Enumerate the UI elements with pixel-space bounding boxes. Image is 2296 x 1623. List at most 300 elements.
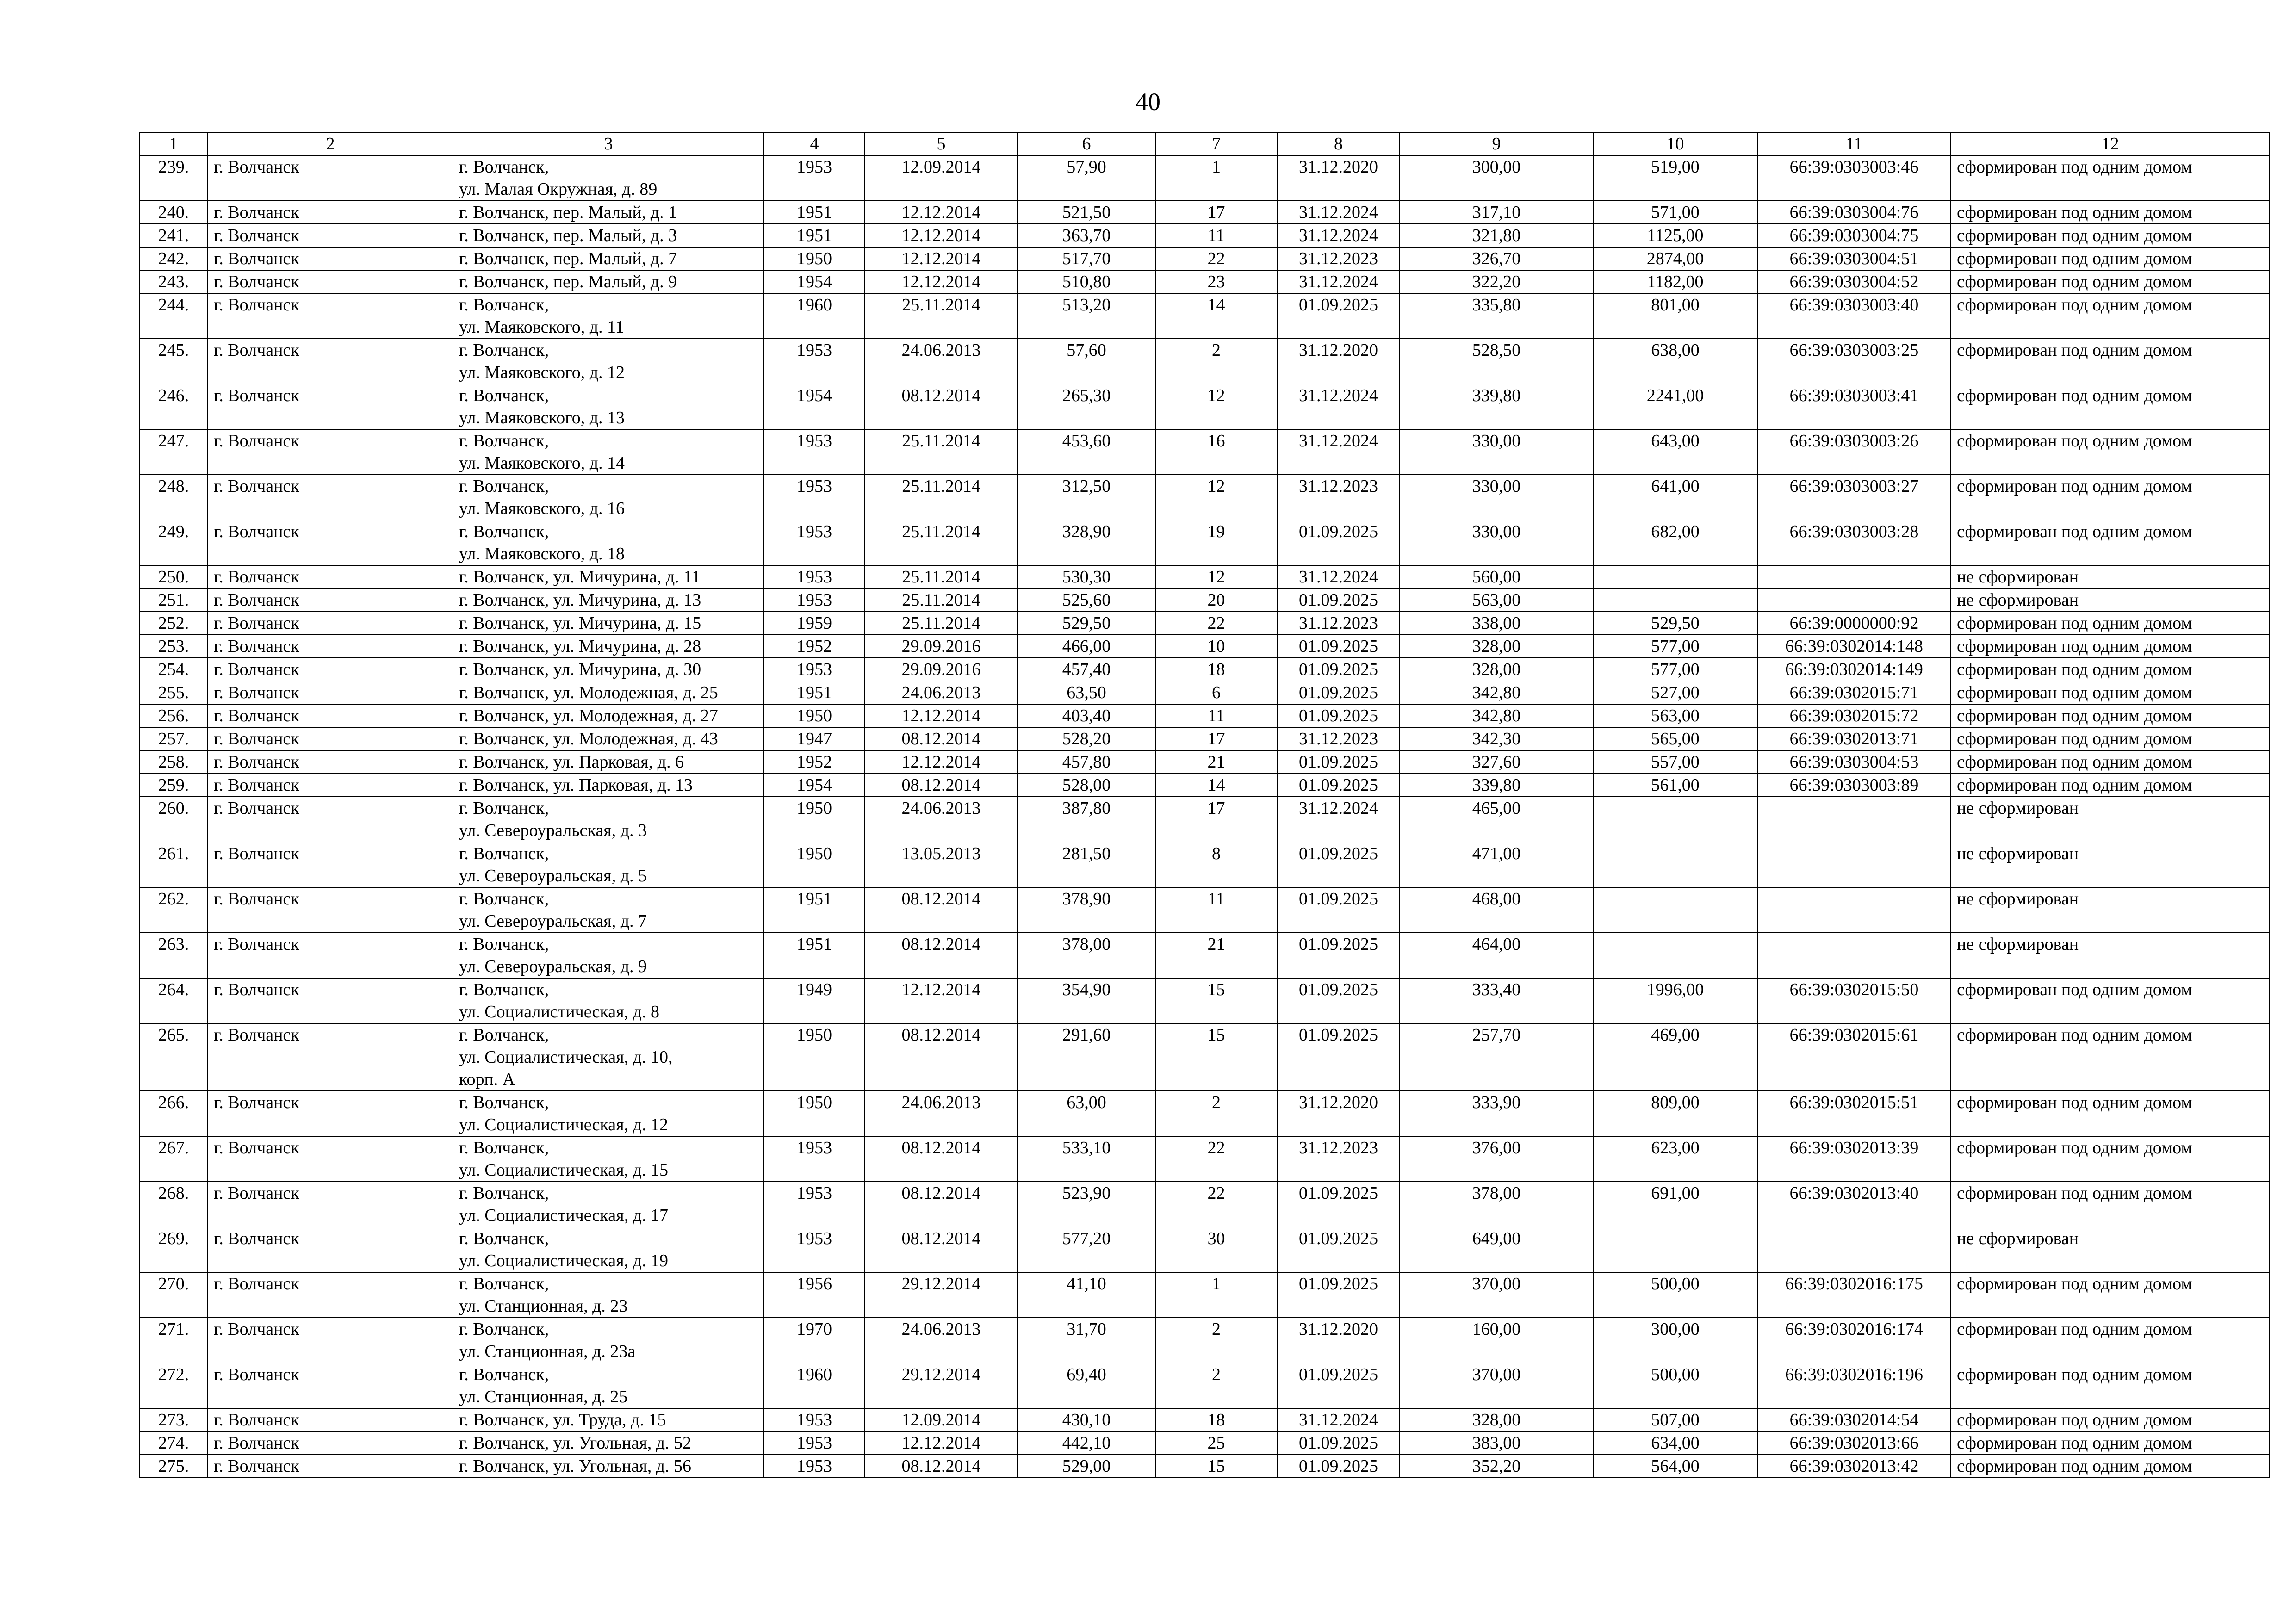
area-cell: 403,40	[1018, 704, 1155, 727]
address-line: г. Волчанск,	[459, 889, 549, 909]
cadastral-number-cell: 66:39:0302016:196	[1757, 1363, 1951, 1408]
date-cell: 24.06.2013	[865, 1091, 1018, 1136]
land-area-cell: 623,00	[1593, 1136, 1757, 1182]
address-line: г. Волчанск,	[459, 1274, 549, 1294]
settlement-cell: г. Волчанск	[208, 681, 453, 704]
address-line: г. Волчанск, пер. Малый, д. 9	[459, 272, 677, 291]
address-line: г. Волчанск,	[459, 1183, 549, 1203]
land-status-cell: сформирован под одним домом	[1951, 1431, 2270, 1455]
land-area-cell: 634,00	[1593, 1431, 1757, 1455]
residents-cell: 14	[1155, 293, 1277, 339]
address-cell	[453, 224, 764, 247]
address-line: г. Волчанск,	[459, 844, 549, 863]
land-area-cell: 571,00	[1593, 201, 1757, 224]
residents-cell: 17	[1155, 727, 1277, 750]
address-line: г. Волчанск,	[459, 1319, 549, 1339]
land-status-cell: сформирован под одним домом	[1951, 978, 2270, 1023]
land-status-cell: сформирован под одним домом	[1951, 270, 2270, 293]
year-built-cell: 1953	[764, 429, 865, 475]
year-built-cell: 1970	[764, 1318, 865, 1363]
date-cell: 12.09.2014	[865, 1408, 1018, 1431]
cadastral-number-cell: 66:39:0303003:40	[1757, 293, 1951, 339]
cadastral-number-cell: 66:39:0302015:50	[1757, 978, 1951, 1023]
cost-cell: 339,80	[1400, 774, 1593, 797]
land-area-cell: 2241,00	[1593, 384, 1757, 429]
table-row	[139, 565, 2270, 588]
area-cell: 363,70	[1018, 224, 1155, 247]
address-cell	[453, 475, 764, 520]
land-area-cell: 469,00	[1593, 1023, 1757, 1091]
address-cell	[453, 270, 764, 293]
settlement-cell: г. Волчанск	[208, 588, 453, 612]
term-date-cell: 01.09.2025	[1277, 887, 1400, 933]
address-cell	[453, 842, 764, 887]
cadastral-number-cell: 66:39:0302016:175	[1757, 1272, 1951, 1318]
address-cell	[453, 1023, 764, 1091]
area-cell: 63,50	[1018, 681, 1155, 704]
cadastral-number-cell: 66:39:0302016:174	[1757, 1318, 1951, 1363]
cadastral-number-cell	[1757, 797, 1951, 842]
cadastral-number-cell	[1757, 565, 1951, 588]
settlement-cell: г. Волчанск	[208, 1318, 453, 1363]
address-cell	[453, 1136, 764, 1182]
area-cell: 354,90	[1018, 978, 1155, 1023]
year-built-cell: 1952	[764, 750, 865, 774]
date-cell: 25.11.2014	[865, 612, 1018, 635]
address-line: г. Волчанск, ул. Труда, д. 15	[459, 1410, 666, 1430]
address-line: г. Волчанск, ул. Молодежная, д. 43	[459, 729, 718, 749]
settlement-cell: г. Волчанск	[208, 727, 453, 750]
table-row	[139, 1408, 2270, 1431]
address-cell	[453, 681, 764, 704]
cadastral-number-cell: 66:39:0303003:27	[1757, 475, 1951, 520]
column-header: 8	[1277, 132, 1400, 155]
land-status-cell: не сформирован	[1951, 588, 2270, 612]
cost-cell: 464,00	[1400, 933, 1593, 978]
land-status-cell: сформирован под одним домом	[1951, 224, 2270, 247]
row-number: 254.	[139, 658, 208, 681]
date-cell: 12.09.2014	[865, 155, 1018, 201]
land-status-cell: не сформирован	[1951, 1227, 2270, 1272]
address-cell	[453, 384, 764, 429]
address-line: г. Волчанск,	[459, 157, 549, 177]
area-cell: 63,00	[1018, 1091, 1155, 1136]
cost-cell: 352,20	[1400, 1455, 1593, 1478]
table-row	[139, 797, 2270, 842]
year-built-cell: 1950	[764, 247, 865, 270]
residents-cell: 21	[1155, 933, 1277, 978]
header-row	[139, 132, 2270, 155]
cadastral-number-cell: 66:39:0302013:42	[1757, 1455, 1951, 1478]
residents-cell: 8	[1155, 842, 1277, 887]
term-date-cell: 01.09.2025	[1277, 842, 1400, 887]
settlement-cell: г. Волчанск	[208, 155, 453, 201]
date-cell: 25.11.2014	[865, 588, 1018, 612]
cost-cell: 378,00	[1400, 1182, 1593, 1227]
area-cell: 528,20	[1018, 727, 1155, 750]
table-row	[139, 1182, 2270, 1227]
address-cell	[453, 887, 764, 933]
address-line: ул. Социалистическая, д. 17	[459, 1206, 668, 1225]
term-date-cell: 31.12.2023	[1277, 475, 1400, 520]
cadastral-number-cell: 66:39:0303004:53	[1757, 750, 1951, 774]
cost-cell: 333,90	[1400, 1091, 1593, 1136]
term-date-cell: 31.12.2024	[1277, 384, 1400, 429]
settlement-cell: г. Волчанск	[208, 1272, 453, 1318]
residents-cell: 22	[1155, 1182, 1277, 1227]
table-row	[139, 201, 2270, 224]
address-cell	[453, 1318, 764, 1363]
row-number: 269.	[139, 1227, 208, 1272]
address-cell	[453, 201, 764, 224]
cost-cell: 342,80	[1400, 681, 1593, 704]
residents-cell: 19	[1155, 520, 1277, 565]
year-built-cell: 1953	[764, 588, 865, 612]
row-number: 255.	[139, 681, 208, 704]
address-line: г. Волчанск, ул. Угольная, д. 52	[459, 1433, 692, 1453]
column-header: 10	[1593, 132, 1757, 155]
settlement-cell: г. Волчанск	[208, 750, 453, 774]
settlement-cell: г. Волчанск	[208, 635, 453, 658]
date-cell: 08.12.2014	[865, 384, 1018, 429]
land-area-cell: 300,00	[1593, 1318, 1757, 1363]
cadastral-number-cell	[1757, 887, 1951, 933]
page-number: 40	[1136, 88, 1160, 116]
land-status-cell: сформирован под одним домом	[1951, 727, 2270, 750]
table-row	[139, 1455, 2270, 1478]
row-number: 263.	[139, 933, 208, 978]
term-date-cell: 01.09.2025	[1277, 1363, 1400, 1408]
land-area-cell: 565,00	[1593, 727, 1757, 750]
settlement-cell: г. Волчанск	[208, 224, 453, 247]
year-built-cell: 1953	[764, 1408, 865, 1431]
area-cell: 378,00	[1018, 933, 1155, 978]
year-built-cell: 1953	[764, 1182, 865, 1227]
date-cell: 25.11.2014	[865, 475, 1018, 520]
residents-cell: 22	[1155, 247, 1277, 270]
land-area-cell: 1125,00	[1593, 224, 1757, 247]
term-date-cell: 31.12.2024	[1277, 797, 1400, 842]
term-date-cell: 31.12.2024	[1277, 224, 1400, 247]
address-line: ул. Станционная, д. 23	[459, 1296, 628, 1316]
address-cell	[453, 339, 764, 384]
row-number: 259.	[139, 774, 208, 797]
land-status-cell: сформирован под одним домом	[1951, 384, 2270, 429]
settlement-cell: г. Волчанск	[208, 842, 453, 887]
land-area-cell: 519,00	[1593, 155, 1757, 201]
settlement-cell: г. Волчанск	[208, 384, 453, 429]
land-status-cell: сформирован под одним домом	[1951, 429, 2270, 475]
address-cell	[453, 429, 764, 475]
settlement-cell: г. Волчанск	[208, 520, 453, 565]
land-area-cell: 691,00	[1593, 1182, 1757, 1227]
date-cell: 24.06.2013	[865, 339, 1018, 384]
cadastral-number-cell	[1757, 933, 1951, 978]
term-date-cell: 31.12.2024	[1277, 270, 1400, 293]
column-header: 3	[453, 132, 764, 155]
cost-cell: 383,00	[1400, 1431, 1593, 1455]
land-area-cell	[1593, 1227, 1757, 1272]
residents-cell: 18	[1155, 1408, 1277, 1431]
cost-cell: 328,00	[1400, 635, 1593, 658]
term-date-cell: 01.09.2025	[1277, 1182, 1400, 1227]
residents-cell: 22	[1155, 1136, 1277, 1182]
address-cell	[453, 750, 764, 774]
area-cell: 281,50	[1018, 842, 1155, 887]
cadastral-number-cell: 66:39:0303004:52	[1757, 270, 1951, 293]
row-number: 270.	[139, 1272, 208, 1318]
table-row	[139, 475, 2270, 520]
term-date-cell: 31.12.2020	[1277, 1091, 1400, 1136]
address-line: ул. Социалистическая, д. 8	[459, 1002, 659, 1022]
area-cell: 513,20	[1018, 293, 1155, 339]
row-number: 242.	[139, 247, 208, 270]
residents-cell: 15	[1155, 978, 1277, 1023]
cost-cell: 528,50	[1400, 339, 1593, 384]
term-date-cell: 31.12.2020	[1277, 339, 1400, 384]
term-date-cell: 01.09.2025	[1277, 635, 1400, 658]
settlement-cell: г. Волчанск	[208, 1363, 453, 1408]
address-line: г. Волчанск,	[459, 799, 549, 818]
land-area-cell: 500,00	[1593, 1272, 1757, 1318]
date-cell: 29.12.2014	[865, 1363, 1018, 1408]
term-date-cell: 01.09.2025	[1277, 588, 1400, 612]
land-area-cell: 529,50	[1593, 612, 1757, 635]
land-status-cell: сформирован под одним домом	[1951, 612, 2270, 635]
land-area-cell: 564,00	[1593, 1455, 1757, 1478]
date-cell: 12.12.2014	[865, 201, 1018, 224]
address-line: г. Волчанск,	[459, 1229, 549, 1248]
cost-cell: 338,00	[1400, 612, 1593, 635]
table-row	[139, 1363, 2270, 1408]
table-row	[139, 339, 2270, 384]
table-row	[139, 887, 2270, 933]
settlement-cell: г. Волчанск	[208, 1023, 453, 1091]
cadastral-number-cell: 66:39:0303003:28	[1757, 520, 1951, 565]
cadastral-number-cell: 66:39:0302014:149	[1757, 658, 1951, 681]
residents-cell: 2	[1155, 339, 1277, 384]
land-area-cell: 801,00	[1593, 293, 1757, 339]
row-number: 239.	[139, 155, 208, 201]
table-row	[139, 224, 2270, 247]
date-cell: 24.06.2013	[865, 797, 1018, 842]
settlement-cell: г. Волчанск	[208, 612, 453, 635]
cadastral-number-cell: 66:39:0302014:148	[1757, 635, 1951, 658]
settlement-cell: г. Волчанск	[208, 201, 453, 224]
date-cell: 12.12.2014	[865, 750, 1018, 774]
land-status-cell: сформирован под одним домом	[1951, 774, 2270, 797]
land-status-cell: не сформирован	[1951, 565, 2270, 588]
land-area-cell: 557,00	[1593, 750, 1757, 774]
term-date-cell: 31.12.2023	[1277, 612, 1400, 635]
cadastral-number-cell	[1757, 588, 1951, 612]
date-cell: 08.12.2014	[865, 933, 1018, 978]
address-line: ул. Социалистическая, д. 15	[459, 1160, 668, 1180]
address-line: ул. Североуральская, д. 5	[459, 866, 647, 886]
cost-cell: 328,00	[1400, 1408, 1593, 1431]
address-line: г. Волчанск, пер. Малый, д. 3	[459, 226, 677, 245]
address-line: ул. Станционная, д. 23а	[459, 1342, 636, 1361]
land-status-cell: сформирован под одним домом	[1951, 155, 2270, 201]
date-cell: 25.11.2014	[865, 520, 1018, 565]
residents-cell: 25	[1155, 1431, 1277, 1455]
table-row	[139, 384, 2270, 429]
area-cell: 31,70	[1018, 1318, 1155, 1363]
settlement-cell: г. Волчанск	[208, 270, 453, 293]
table-row	[139, 681, 2270, 704]
date-cell: 12.12.2014	[865, 247, 1018, 270]
term-date-cell: 31.12.2023	[1277, 1136, 1400, 1182]
land-status-cell: сформирован под одним домом	[1951, 201, 2270, 224]
table-row	[139, 774, 2270, 797]
cost-cell: 376,00	[1400, 1136, 1593, 1182]
term-date-cell: 01.09.2025	[1277, 1272, 1400, 1318]
settlement-cell: г. Волчанск	[208, 978, 453, 1023]
cost-cell: 370,00	[1400, 1363, 1593, 1408]
year-built-cell: 1950	[764, 797, 865, 842]
address-line: г. Волчанск, ул. Мичурина, д. 28	[459, 637, 701, 656]
table-body	[139, 155, 2270, 1478]
area-cell: 521,50	[1018, 201, 1155, 224]
table-row	[139, 727, 2270, 750]
date-cell: 25.11.2014	[865, 429, 1018, 475]
residents-cell: 17	[1155, 201, 1277, 224]
term-date-cell: 01.09.2025	[1277, 1227, 1400, 1272]
row-number: 267.	[139, 1136, 208, 1182]
residents-cell: 20	[1155, 588, 1277, 612]
cadastral-number-cell	[1757, 842, 1951, 887]
settlement-cell: г. Волчанск	[208, 1091, 453, 1136]
row-number: 262.	[139, 887, 208, 933]
area-cell: 312,50	[1018, 475, 1155, 520]
settlement-cell: г. Волчанск	[208, 1136, 453, 1182]
date-cell: 08.12.2014	[865, 1023, 1018, 1091]
cadastral-number-cell: 66:39:0000000:92	[1757, 612, 1951, 635]
address-line: г. Волчанск,	[459, 431, 549, 451]
year-built-cell: 1953	[764, 475, 865, 520]
residents-cell: 14	[1155, 774, 1277, 797]
residents-cell: 2	[1155, 1363, 1277, 1408]
address-line: г. Волчанск,	[459, 341, 549, 360]
settlement-cell: г. Волчанск	[208, 887, 453, 933]
term-date-cell: 01.09.2025	[1277, 1431, 1400, 1455]
term-date-cell: 31.12.2024	[1277, 429, 1400, 475]
residents-cell: 11	[1155, 224, 1277, 247]
row-number: 244.	[139, 293, 208, 339]
settlement-cell: г. Волчанск	[208, 1455, 453, 1478]
address-line: г. Волчанск,	[459, 522, 549, 541]
date-cell: 25.11.2014	[865, 565, 1018, 588]
date-cell: 12.12.2014	[865, 978, 1018, 1023]
cost-cell: 335,80	[1400, 293, 1593, 339]
land-status-cell: не сформирован	[1951, 933, 2270, 978]
column-header: 12	[1951, 132, 2270, 155]
land-status-cell: сформирован под одним домом	[1951, 1455, 2270, 1478]
row-number: 271.	[139, 1318, 208, 1363]
land-status-cell: сформирован под одним домом	[1951, 475, 2270, 520]
address-line: г. Волчанск,	[459, 935, 549, 954]
term-date-cell: 31.12.2020	[1277, 155, 1400, 201]
land-area-cell: 2874,00	[1593, 247, 1757, 270]
address-line: г. Волчанск, пер. Малый, д. 7	[459, 249, 677, 268]
area-cell: 57,60	[1018, 339, 1155, 384]
settlement-cell: г. Волчанск	[208, 1182, 453, 1227]
residents-cell: 10	[1155, 635, 1277, 658]
row-number: 251.	[139, 588, 208, 612]
year-built-cell: 1956	[764, 1272, 865, 1318]
address-line: ул. Маяковского, д. 11	[459, 317, 624, 337]
term-date-cell: 01.09.2025	[1277, 658, 1400, 681]
row-number: 240.	[139, 201, 208, 224]
date-cell: 29.09.2016	[865, 658, 1018, 681]
date-cell: 12.12.2014	[865, 224, 1018, 247]
area-cell: 533,10	[1018, 1136, 1155, 1182]
settlement-cell: г. Волчанск	[208, 339, 453, 384]
term-date-cell: 01.09.2025	[1277, 750, 1400, 774]
row-number: 275.	[139, 1455, 208, 1478]
land-area-cell	[1593, 887, 1757, 933]
area-cell: 523,90	[1018, 1182, 1155, 1227]
cadastral-number-cell: 66:39:0303003:41	[1757, 384, 1951, 429]
land-status-cell: сформирован под одним домом	[1951, 1136, 2270, 1182]
year-built-cell: 1954	[764, 384, 865, 429]
area-cell: 529,00	[1018, 1455, 1155, 1478]
residents-cell: 12	[1155, 475, 1277, 520]
table-row	[139, 293, 2270, 339]
land-area-cell: 563,00	[1593, 704, 1757, 727]
land-area-cell: 1182,00	[1593, 270, 1757, 293]
address-line: г. Волчанск,	[459, 1025, 549, 1045]
cost-cell: 468,00	[1400, 887, 1593, 933]
column-header: 11	[1757, 132, 1951, 155]
address-cell	[453, 635, 764, 658]
year-built-cell: 1951	[764, 887, 865, 933]
address-cell	[453, 727, 764, 750]
address-cell	[453, 1363, 764, 1408]
table-row	[139, 1318, 2270, 1363]
row-number: 265.	[139, 1023, 208, 1091]
area-cell: 525,60	[1018, 588, 1155, 612]
area-cell: 378,90	[1018, 887, 1155, 933]
address-cell	[453, 978, 764, 1023]
land-area-cell: 643,00	[1593, 429, 1757, 475]
row-number: 247.	[139, 429, 208, 475]
year-built-cell: 1953	[764, 1455, 865, 1478]
land-status-cell: не сформирован	[1951, 842, 2270, 887]
table-row	[139, 612, 2270, 635]
settlement-cell: г. Волчанск	[208, 1408, 453, 1431]
land-status-cell: сформирован под одним домом	[1951, 1408, 2270, 1431]
row-number: 241.	[139, 224, 208, 247]
cost-cell: 330,00	[1400, 429, 1593, 475]
column-header: 2	[208, 132, 453, 155]
area-cell: 69,40	[1018, 1363, 1155, 1408]
area-cell: 328,90	[1018, 520, 1155, 565]
land-status-cell: сформирован под одним домом	[1951, 704, 2270, 727]
row-number: 261.	[139, 842, 208, 887]
address-cell	[453, 1227, 764, 1272]
land-status-cell: сформирован под одним домом	[1951, 1272, 2270, 1318]
cadastral-number-cell: 66:39:0302015:72	[1757, 704, 1951, 727]
row-number: 243.	[139, 270, 208, 293]
year-built-cell: 1953	[764, 155, 865, 201]
address-cell	[453, 1408, 764, 1431]
address-cell	[453, 612, 764, 635]
date-cell: 12.12.2014	[865, 270, 1018, 293]
address-line: ул. Маяковского, д. 14	[459, 453, 625, 473]
land-area-cell	[1593, 565, 1757, 588]
residents-cell: 2	[1155, 1318, 1277, 1363]
